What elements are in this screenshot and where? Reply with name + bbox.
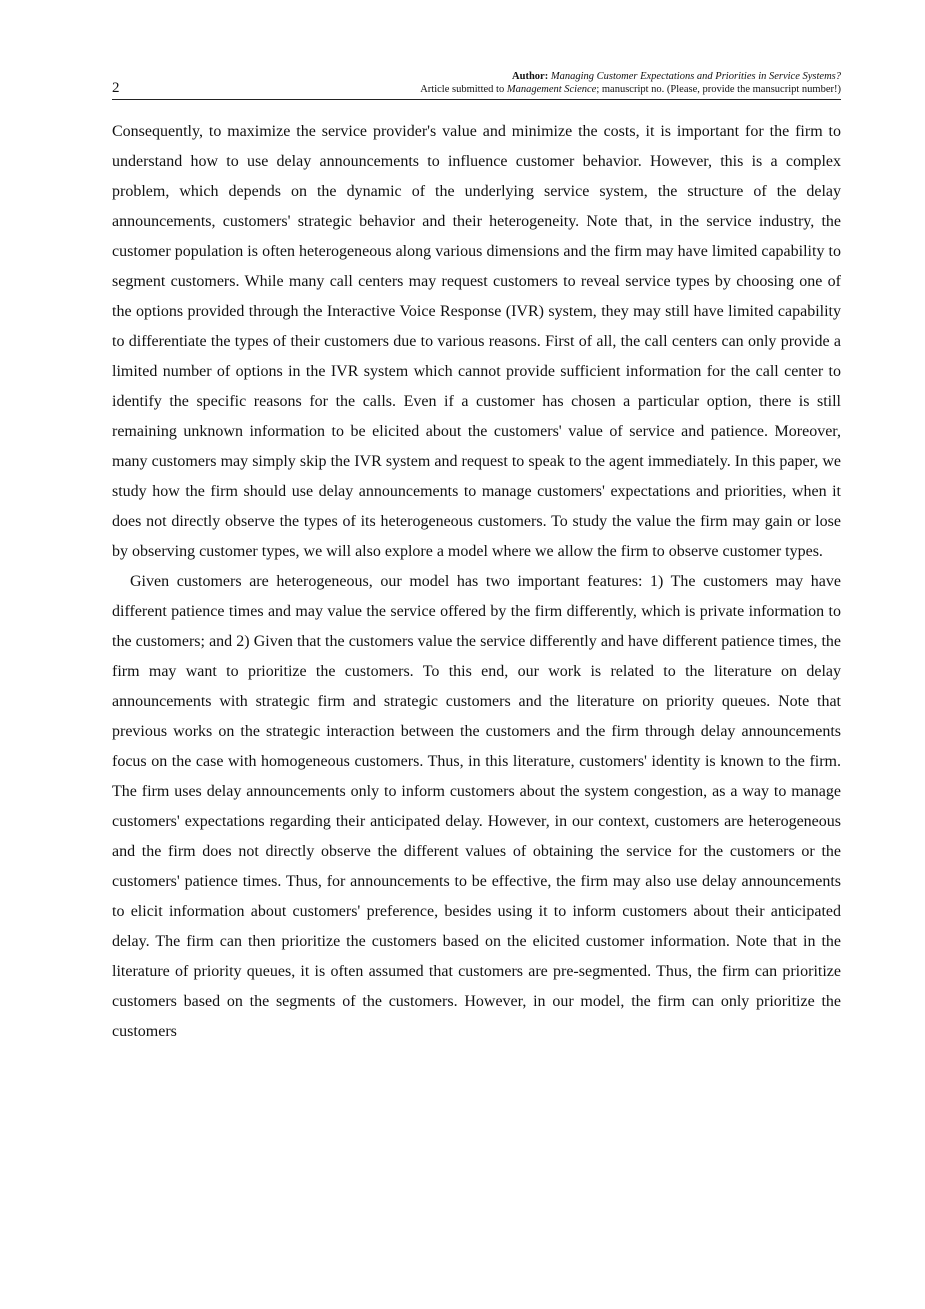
paragraph-1: Consequently, to maximize the service provider's value and minimize the costs, it is important for the firm to understand how to use delay announcements to influence customer behavior. However, this is a complex problem, which depends on the dynamic of the underlying service system, the structure of the delay announcements, customers' strategic behavior and their heterogeneity. Note that, in the service industry, the customer population is often heterogeneous along various dimensions and the firm may have limited capability to segment customers. While many call centers may request customers to reveal service types by choosing one of the options provided through the Interactive Voice Response (IVR) system, they may still have limited capability to differentiate the types of their customers due to various reasons. First of all, the call centers can only provide a limited number of options in the IVR system which cannot provide sufficient information for the call center to identify the specific reasons for the calls. Even if a customer has chosen a particular option, there is still remaining unknown information to be elicited about the customers' value of service and patience. Moreover, many customers may simply skip the IVR system and request to speak to the agent immediately. In this paper, we study how the firm should use delay announcements to manage customers' expectations and priorities, when it does not directly observe the types of its heterogeneous customers. To study the value the firm may gain or lose by observing customer types, we will also explore a model where we allow the firm to observe customer types. <box>112 123 841 560</box>
body-text <box>112 117 841 1047</box>
header-line-2 <box>420 83 841 96</box>
header-rule <box>112 99 841 100</box>
paper-title: Managing Customer Expectations and Priorities in Service Systems? <box>550 71 841 82</box>
header-line-1 <box>420 70 841 83</box>
manuscript-note: ; manuscript no. (Please, provide the mansucript number!) <box>596 84 841 95</box>
page-number: 2 <box>112 80 120 96</box>
header-text <box>420 70 841 96</box>
article-prefix: Article submitted to <box>420 84 505 95</box>
journal-name: Management Science <box>506 84 597 95</box>
author-label: Author: <box>512 71 549 82</box>
paragraph-2: Given customers are heterogeneous, our model has two important features: 1) The customers may have different patience times and may value the service offered by the firm differently, which is private information to the customers; and 2) Given that the customers value the service differently and have different patience times, the firm may want to prioritize the customers. To this end, our work is related to the literature on delay announcements with strategic firm and strategic customers and the literature on priority queues. Note that previous works on the strategic interaction between the customers and the firm through delay announcements focus on the case with homogeneous customers. Thus, in this literature, customers' identity is known to the firm. The firm uses delay announcements only to inform customers about the system congestion, as a way to manage customers' expectations regarding their anticipated delay. However, in our context, customers are heterogeneous and the firm does not directly observe the different values of obtaining the service for the customers or the customers' patience times. Thus, for announcements to be effective, the firm may also use delay announcements to elicit information about customers' preference, besides using it to inform customers about their anticipated delay. The firm can then prioritize the customers based on the elicited customer information. Note that in the literature of priority queues, it is often assumed that customers are pre-segmented. Thus, the firm can prioritize customers based on the segments of the customers. However, in our model, the firm can only prioritize the customers <box>112 573 841 1040</box>
